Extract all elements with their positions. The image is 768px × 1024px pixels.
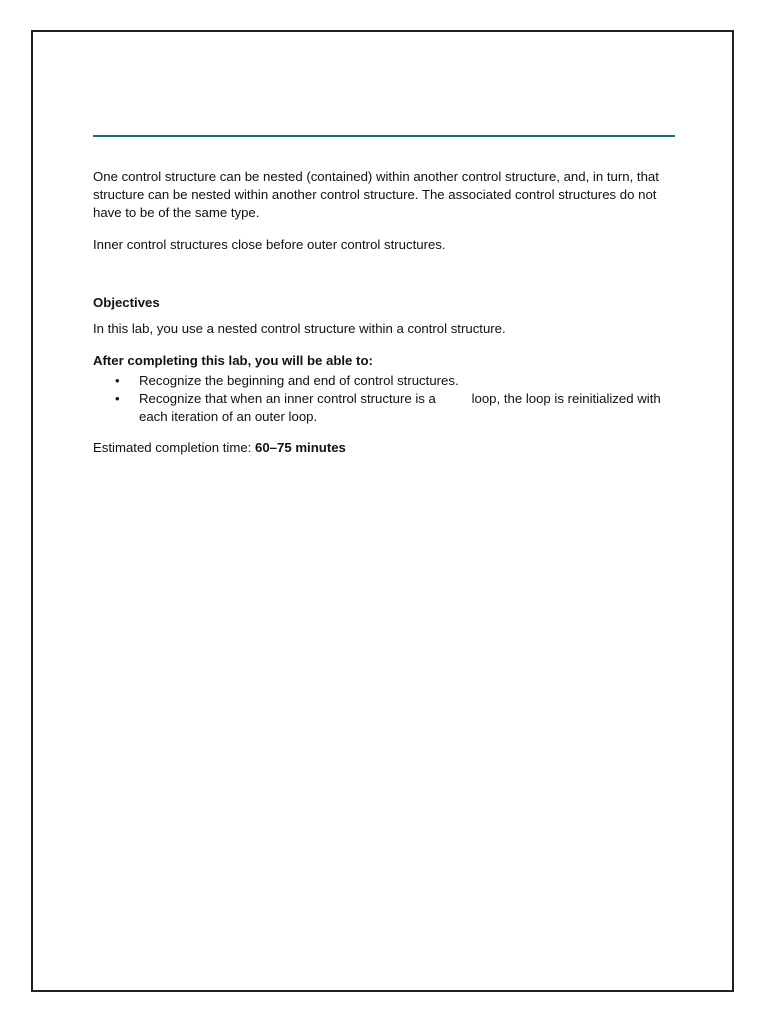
after-completing-heading: After completing this lab, you will be able to: — [93, 353, 373, 368]
list-item — [93, 390, 683, 426]
bullet-icon: • — [115, 373, 120, 388]
list-item-text-before: Recognize that when an inner control structure is a — [139, 391, 436, 406]
estimated-time — [93, 439, 683, 457]
header-rule — [93, 135, 675, 137]
list-item-text: Recognize the beginning and end of control structures. — [139, 373, 459, 388]
estimated-time-value: 60–75 minutes — [254, 440, 346, 455]
estimated-time-label: Estimated completion time: — [93, 440, 255, 455]
intro-paragraph: One control structure can be nested (contained) within another control structure, and, in turn, that structure can be nested within another control structure. The associated control structures do not have to be of the same type. — [93, 169, 659, 220]
objectives-heading: Objectives — [93, 295, 160, 310]
objectives-list — [93, 372, 683, 426]
lab-description-paragraph: In this lab, you use a nested control structure within a control structure. — [93, 321, 506, 336]
list-item-text-after: loop, the loop is reinitialized with each iteration of an outer loop. — [139, 391, 661, 424]
list-item — [93, 372, 683, 390]
inner-structures-paragraph: Inner control structures close before outer control structures. — [93, 237, 446, 252]
bullet-icon: • — [115, 391, 120, 406]
document-body — [93, 168, 683, 457]
